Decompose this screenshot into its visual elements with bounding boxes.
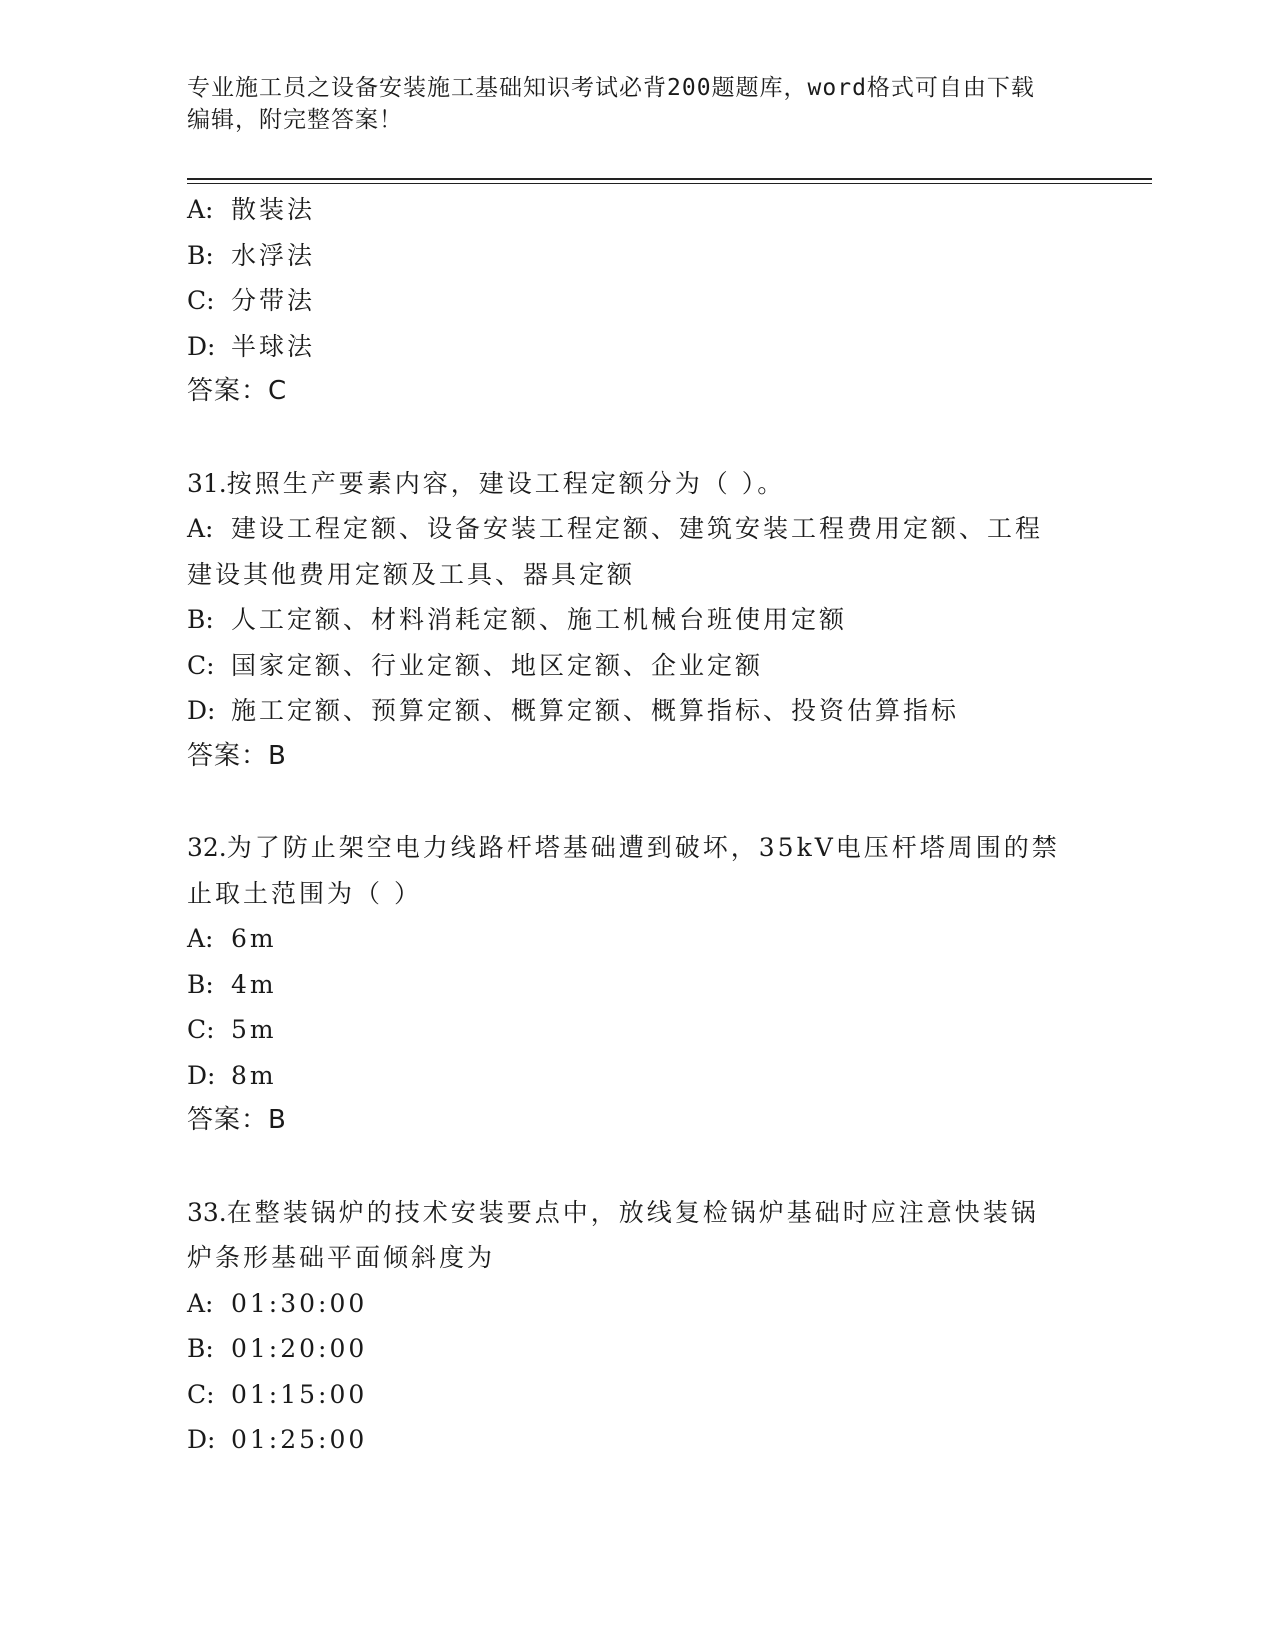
answer-line: 答案：B	[187, 1105, 287, 1135]
option-text: 建设工程定额、设备安装工程定额、建筑安装工程费用定额、工程	[231, 514, 1044, 543]
option-text: 6m	[231, 924, 277, 953]
answer-line: 答案：C	[187, 376, 288, 406]
header-divider-thin	[187, 183, 1152, 184]
question-stem-text: 按照生产要素内容，建设工程定额分为（ ）。	[226, 468, 786, 498]
option-c	[187, 1372, 1087, 1418]
document-header	[187, 72, 1067, 136]
option-label: A:	[187, 924, 214, 953]
option-c	[187, 643, 1087, 689]
answer-line: 答案：B	[187, 740, 287, 771]
option-a	[187, 187, 1087, 233]
question-number: 33.	[187, 1197, 227, 1227]
option-text: 5m	[231, 1015, 277, 1044]
option-b	[187, 1326, 1087, 1372]
option-text: 国家定额、行业定额、地区定额、企业定额	[231, 650, 764, 680]
option-text: 4m	[231, 969, 277, 999]
option-c	[187, 1007, 1087, 1053]
option-text: 01:20:00	[231, 1334, 368, 1363]
option-a	[187, 1281, 1087, 1327]
option-text: 散装法	[231, 195, 316, 224]
option-label: B:	[187, 1334, 214, 1363]
option-label: C:	[187, 650, 215, 680]
option-text: 水浮法	[231, 240, 316, 270]
option-label: A:	[187, 514, 214, 543]
option-text: 8m	[231, 1060, 277, 1090]
option-d	[187, 1417, 1087, 1463]
option-text: 施工定额、预算定额、概算定额、概算指标、投资估算指标	[231, 696, 960, 725]
option-text: 01:15:00	[231, 1379, 368, 1409]
question-33	[187, 1190, 1087, 1463]
option-a	[187, 506, 1087, 552]
question-content	[187, 187, 1087, 1463]
option-label: D:	[187, 1060, 216, 1090]
option-text: 分带法	[231, 286, 316, 315]
option-a	[187, 916, 1087, 962]
question-stem-text: 在整装锅炉的技术安装要点中，放线复检锅炉基础时应注意快装锅	[226, 1197, 1039, 1227]
header-title-line1: 专业施工员之设备安装施工基础知识考试必背200题题库，word格式可自由下载	[187, 75, 1035, 101]
option-text: 01:25:00	[231, 1425, 368, 1454]
option-b	[187, 597, 1087, 643]
option-c	[187, 278, 1087, 324]
option-text: 半球法	[231, 331, 316, 361]
option-label: A:	[187, 1288, 214, 1318]
spacer	[187, 779, 1087, 825]
option-text: 人工定额、材料消耗定额、施工机械台班使用定额	[231, 605, 848, 634]
option-d	[187, 1053, 1087, 1099]
option-a-continued: 建设其他费用定额及工具、器具定额	[187, 559, 636, 589]
question-stem	[187, 1190, 1087, 1236]
option-label: B:	[187, 240, 214, 270]
option-label: C:	[187, 1015, 215, 1044]
option-label: C:	[187, 1379, 215, 1409]
option-label: D:	[187, 331, 216, 361]
option-b	[187, 233, 1087, 279]
question-stem-continued: 炉条形基础平面倾斜度为	[187, 1243, 496, 1272]
option-label: A:	[187, 195, 214, 224]
question-stem-continued: 止取土范围为（ ）	[187, 878, 422, 908]
question-number: 31.	[187, 468, 227, 498]
option-d	[187, 688, 1087, 734]
question-stem-text: 为了防止架空电力线路杆塔基础遭到破坏，35kV电压杆塔周围的禁	[226, 833, 1060, 862]
option-label: D:	[187, 696, 216, 725]
question-stem	[187, 825, 1087, 871]
option-b	[187, 962, 1087, 1008]
spacer	[187, 415, 1087, 461]
option-label: D:	[187, 1425, 216, 1454]
spacer	[187, 1144, 1087, 1190]
question-30	[187, 187, 1087, 415]
header-title-line2: 编辑，附完整答案！	[187, 107, 403, 133]
option-label: B:	[187, 605, 214, 634]
header-divider-thick	[187, 178, 1152, 180]
option-label: C:	[187, 286, 215, 315]
question-31	[187, 461, 1087, 780]
question-32	[187, 825, 1087, 1144]
question-number: 32.	[187, 833, 227, 862]
option-d	[187, 324, 1087, 370]
question-stem	[187, 461, 1087, 507]
option-label: B:	[187, 969, 214, 999]
option-text: 01:30:00	[231, 1288, 368, 1318]
